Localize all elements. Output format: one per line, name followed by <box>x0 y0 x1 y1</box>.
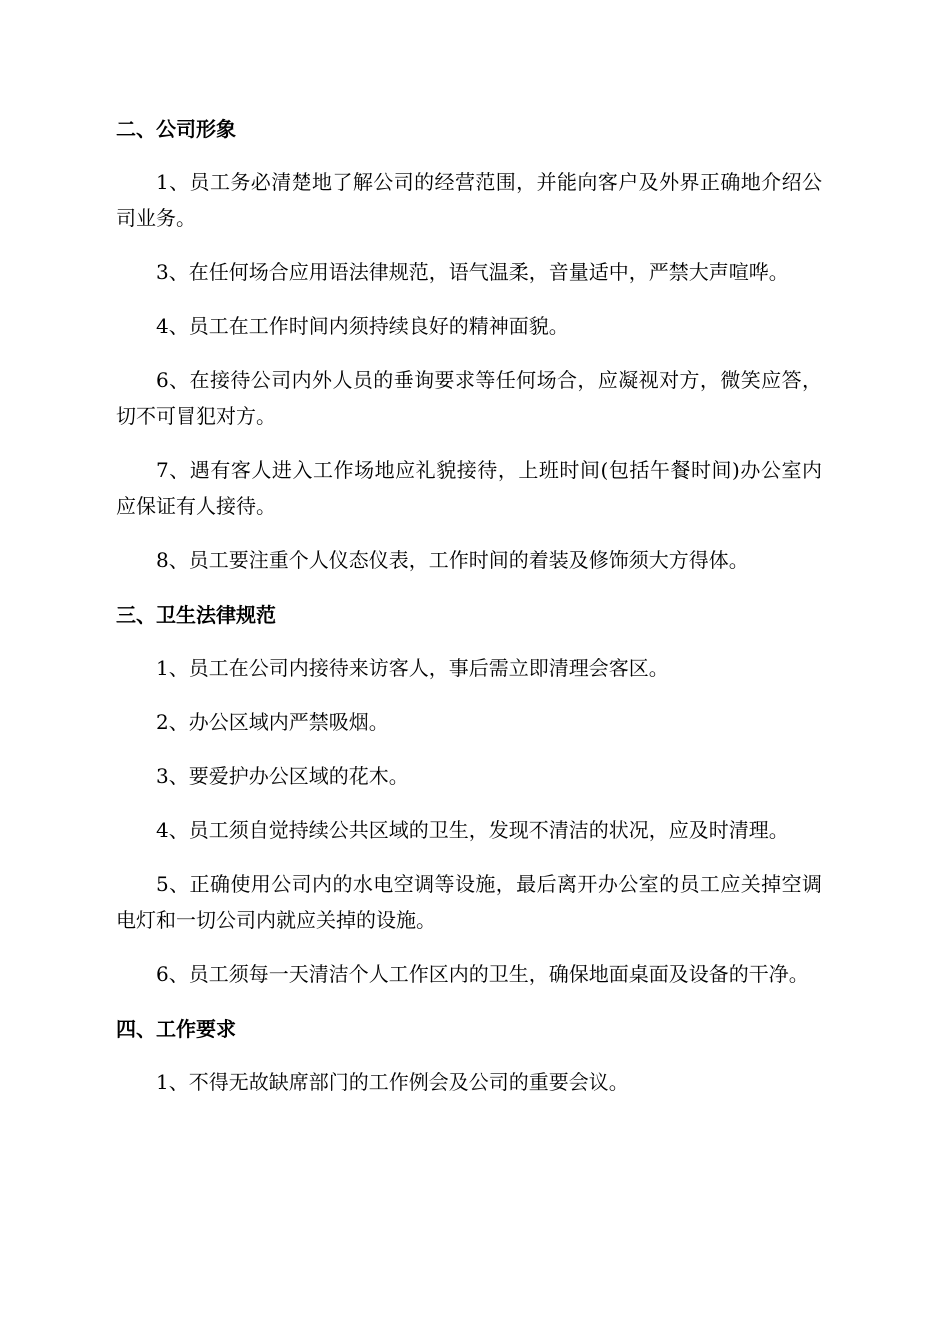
paragraph: 1、员工在公司内接待来访客人，事后需立即清理会客区。 <box>156 656 669 680</box>
paragraph: 3、要爱护办公区域的花木。 <box>156 764 409 788</box>
paragraph: 2、办公区域内严禁吸烟。 <box>156 710 389 734</box>
paragraph: 3、在任何场合应用语法律规范，语气温柔，音量适中，严禁大声喧哗。 <box>156 260 789 284</box>
paragraph: 4、员工须自觉持续公共区域的卫生，发现不清洁的状况，应及时清理。 <box>156 818 789 842</box>
paragraph: 7、遇有客人进入工作场地应礼貌接待，上班时间(包括午餐时间)办公室内应保证有人接待。 <box>116 458 822 518</box>
paragraph: 1、员工务必清楚地了解公司的经营范围，并能向客户及外界正确地介绍公司业务。 <box>116 170 822 230</box>
document-page <box>116 110 822 1118</box>
paragraph: 1、不得无故缺席部门的工作例会及公司的重要会议。 <box>156 1070 629 1094</box>
paragraph: 4、员工在工作时间内须持续良好的精神面貌。 <box>156 314 569 338</box>
paragraph: 8、员工要注重个人仪态仪表，工作时间的着装及修饰须大方得体。 <box>156 548 749 572</box>
section-heading-hygiene-rules: 三、卫生法律规范 <box>116 603 276 627</box>
section-heading-work-requirements: 四、工作要求 <box>116 1017 236 1041</box>
paragraph: 5、正确使用公司内的水电空调等设施，最后离开办公室的员工应关掉空调电灯和一切公司内就应关掉的设施。 <box>116 872 822 932</box>
section-heading-company-image: 二、公司形象 <box>116 117 236 141</box>
paragraph: 6、员工须每一天清洁个人工作区内的卫生，确保地面桌面及设备的干净。 <box>156 962 809 986</box>
paragraph: 6、在接待公司内外人员的垂询要求等任何场合，应凝视对方，微笑应答，切不可冒犯对方。 <box>116 368 822 428</box>
